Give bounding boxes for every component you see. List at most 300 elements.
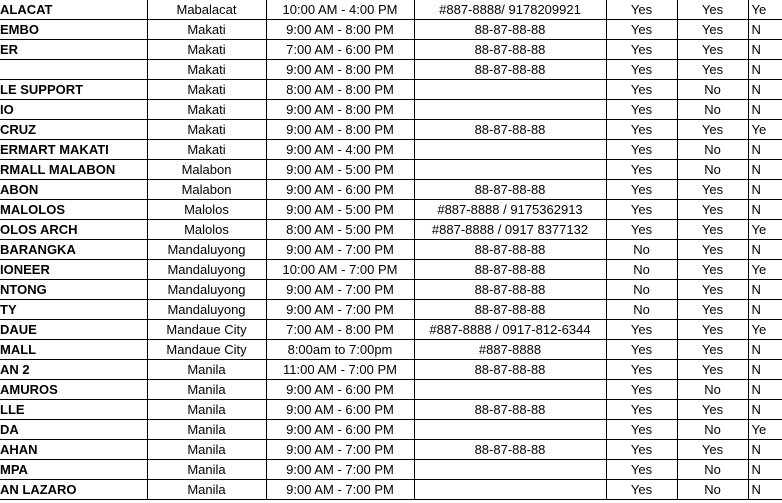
hours-cell-text: 9:00 AM - 8:00 PM bbox=[286, 102, 394, 117]
city-cell[interactable] bbox=[147, 480, 266, 500]
city-cell[interactable] bbox=[147, 200, 266, 220]
flag-2-cell[interactable] bbox=[677, 360, 748, 380]
table-row bbox=[0, 460, 782, 480]
branch-name-cell[interactable] bbox=[0, 440, 147, 460]
flag-1-cell[interactable] bbox=[606, 200, 677, 220]
flag-2-cell[interactable] bbox=[677, 200, 748, 220]
flag-2-cell[interactable] bbox=[677, 40, 748, 60]
table-row bbox=[0, 40, 782, 60]
phone-cell-text: #887-8888 / 0917 8377132 bbox=[431, 222, 589, 237]
flag-1-cell[interactable] bbox=[606, 380, 677, 400]
flag-2-cell[interactable] bbox=[677, 280, 748, 300]
table-row bbox=[0, 360, 782, 380]
flag-2-cell-text: Yes bbox=[701, 442, 724, 457]
branch-name-cell[interactable] bbox=[0, 180, 147, 200]
hours-cell-text: 9:00 AM - 8:00 PM bbox=[286, 62, 394, 77]
phone-cell[interactable] bbox=[414, 380, 606, 400]
branch-name-cell-text: AN LAZARO bbox=[0, 482, 77, 497]
phone-cell[interactable] bbox=[414, 220, 606, 240]
flag-2-cell-text: Yes bbox=[701, 242, 724, 257]
branch-name-cell-text: AMUROS bbox=[0, 382, 58, 397]
flag-1-cell-text: Yes bbox=[630, 42, 653, 57]
flag-1-cell-text: Yes bbox=[630, 222, 653, 237]
flag-3-cell[interactable] bbox=[748, 340, 782, 360]
city-cell-text: Mandaluyong bbox=[167, 302, 246, 317]
phone-cell[interactable] bbox=[414, 360, 606, 380]
table-row bbox=[0, 240, 782, 260]
flag-1-cell-text: No bbox=[633, 282, 650, 297]
city-cell[interactable] bbox=[147, 100, 266, 120]
flag-2-cell-text: Yes bbox=[701, 342, 724, 357]
flag-1-cell-text: No bbox=[633, 302, 650, 317]
hours-cell-text: 9:00 AM - 7:00 PM bbox=[286, 442, 394, 457]
flag-2-cell[interactable] bbox=[677, 240, 748, 260]
table-row bbox=[0, 380, 782, 400]
phone-cell[interactable] bbox=[414, 260, 606, 280]
branch-name-cell[interactable] bbox=[0, 480, 147, 500]
table-row bbox=[0, 0, 782, 20]
flag-1-cell[interactable] bbox=[606, 460, 677, 480]
branch-name-cell[interactable] bbox=[0, 340, 147, 360]
city-cell-text: Malabon bbox=[181, 182, 232, 197]
table-row bbox=[0, 200, 782, 220]
branch-name-cell-text: EMBO bbox=[0, 22, 39, 37]
table-row bbox=[0, 340, 782, 360]
flag-3-cell[interactable] bbox=[748, 440, 782, 460]
flag-2-cell[interactable] bbox=[677, 460, 748, 480]
flag-3-cell-text: N bbox=[751, 202, 761, 217]
hours-cell[interactable] bbox=[266, 180, 414, 200]
flag-2-cell[interactable] bbox=[677, 120, 748, 140]
flag-3-cell[interactable] bbox=[748, 160, 782, 180]
flag-1-cell-text: Yes bbox=[630, 382, 653, 397]
table-row bbox=[0, 120, 782, 140]
flag-3-cell-text: Ye bbox=[751, 422, 767, 437]
flag-2-cell-text: Yes bbox=[701, 262, 724, 277]
hours-cell[interactable] bbox=[266, 100, 414, 120]
hours-cell-text: 8:00 AM - 8:00 PM bbox=[286, 82, 394, 97]
branch-name-cell[interactable] bbox=[0, 100, 147, 120]
flag-1-cell-text: Yes bbox=[630, 402, 653, 417]
phone-cell-text: #887-8888/ 9178209921 bbox=[439, 2, 581, 17]
hours-cell[interactable] bbox=[266, 0, 414, 20]
hours-cell[interactable] bbox=[266, 220, 414, 240]
branch-name-cell[interactable] bbox=[0, 380, 147, 400]
hours-cell[interactable] bbox=[266, 300, 414, 320]
phone-cell[interactable] bbox=[414, 320, 606, 340]
city-cell-text: Manila bbox=[187, 422, 226, 437]
city-cell-text: Mandaluyong bbox=[167, 262, 246, 277]
phone-cell[interactable] bbox=[414, 240, 606, 260]
hours-cell[interactable] bbox=[266, 400, 414, 420]
city-cell-text: Makati bbox=[187, 42, 226, 57]
flag-1-cell[interactable] bbox=[606, 300, 677, 320]
table-row bbox=[0, 280, 782, 300]
flag-3-cell-text: N bbox=[751, 82, 761, 97]
flag-3-cell[interactable] bbox=[748, 280, 782, 300]
phone-cell[interactable] bbox=[414, 80, 606, 100]
flag-3-cell[interactable] bbox=[748, 80, 782, 100]
flag-1-cell[interactable] bbox=[606, 140, 677, 160]
city-cell[interactable] bbox=[147, 260, 266, 280]
hours-cell-text: 10:00 AM - 7:00 PM bbox=[282, 262, 398, 277]
flag-2-cell[interactable] bbox=[677, 160, 748, 180]
phone-cell-text: 88-87-88-88 bbox=[474, 262, 546, 277]
flag-3-cell[interactable] bbox=[748, 40, 782, 60]
flag-2-cell[interactable] bbox=[677, 140, 748, 160]
flag-3-cell[interactable] bbox=[748, 380, 782, 400]
branch-name-cell-text: LLE bbox=[0, 402, 25, 417]
flag-2-cell-text: Yes bbox=[701, 22, 724, 37]
flag-2-cell[interactable] bbox=[677, 220, 748, 240]
city-cell-text: Manila bbox=[187, 402, 226, 417]
flag-3-cell[interactable] bbox=[748, 240, 782, 260]
flag-2-cell-text: Yes bbox=[701, 282, 724, 297]
flag-3-cell[interactable] bbox=[748, 320, 782, 340]
city-cell[interactable] bbox=[147, 240, 266, 260]
flag-2-cell[interactable] bbox=[677, 60, 748, 80]
phone-cell[interactable] bbox=[414, 420, 606, 440]
phone-cell-text: 88-87-88-88 bbox=[474, 302, 546, 317]
flag-2-cell-text: No bbox=[704, 82, 721, 97]
hours-cell-text: 9:00 AM - 6:00 PM bbox=[286, 422, 394, 437]
branch-name-cell[interactable] bbox=[0, 160, 147, 180]
city-cell[interactable] bbox=[147, 340, 266, 360]
city-cell-text: Manila bbox=[187, 482, 226, 497]
hours-cell[interactable] bbox=[266, 480, 414, 500]
branch-name-cell-text: AHAN bbox=[0, 442, 38, 457]
flag-2-cell[interactable] bbox=[677, 180, 748, 200]
flag-3-cell-text: N bbox=[751, 302, 761, 317]
flag-3-cell[interactable] bbox=[748, 220, 782, 240]
hours-cell[interactable] bbox=[266, 280, 414, 300]
flag-1-cell[interactable] bbox=[606, 440, 677, 460]
flag-1-cell-text: Yes bbox=[630, 122, 653, 137]
city-cell[interactable] bbox=[147, 180, 266, 200]
flag-3-cell[interactable] bbox=[748, 400, 782, 420]
flag-2-cell-text: No bbox=[704, 482, 721, 497]
hours-cell[interactable] bbox=[266, 360, 414, 380]
hours-cell-text: 9:00 AM - 7:00 PM bbox=[286, 242, 394, 257]
city-cell-text: Mandaue City bbox=[166, 342, 247, 357]
branch-name-cell-text: TY bbox=[0, 302, 17, 317]
flag-2-cell-text: No bbox=[704, 142, 721, 157]
flag-2-cell-text: Yes bbox=[701, 402, 724, 417]
hours-cell[interactable] bbox=[266, 20, 414, 40]
phone-cell[interactable] bbox=[414, 340, 606, 360]
city-cell-text: Manila bbox=[187, 362, 226, 377]
phone-cell[interactable] bbox=[414, 40, 606, 60]
phone-cell-text: 88-87-88-88 bbox=[474, 182, 546, 197]
flag-3-cell-text: Ye bbox=[751, 262, 767, 277]
phone-cell[interactable] bbox=[414, 280, 606, 300]
hours-cell[interactable] bbox=[266, 60, 414, 80]
flag-3-cell[interactable] bbox=[748, 260, 782, 280]
hours-cell[interactable] bbox=[266, 140, 414, 160]
branch-name-cell[interactable] bbox=[0, 240, 147, 260]
hours-cell[interactable] bbox=[266, 380, 414, 400]
branch-name-cell[interactable] bbox=[0, 20, 147, 40]
branch-name-cell[interactable] bbox=[0, 300, 147, 320]
phone-cell-text: 88-87-88-88 bbox=[474, 402, 546, 417]
city-cell[interactable] bbox=[147, 40, 266, 60]
flag-3-cell[interactable] bbox=[748, 120, 782, 140]
branch-name-cell-text: LE SUPPORT bbox=[0, 82, 84, 97]
hours-cell-text: 8:00am to 7:00pm bbox=[287, 342, 393, 357]
phone-cell[interactable] bbox=[414, 160, 606, 180]
flag-1-cell-text: Yes bbox=[630, 62, 653, 77]
hours-cell-text: 10:00 AM - 4:00 PM bbox=[282, 2, 398, 17]
flag-2-cell[interactable] bbox=[677, 380, 748, 400]
hours-cell[interactable] bbox=[266, 340, 414, 360]
hours-cell-text: 9:00 AM - 6:00 PM bbox=[286, 402, 394, 417]
flag-1-cell-text: Yes bbox=[630, 482, 653, 497]
branch-name-cell[interactable] bbox=[0, 320, 147, 340]
branch-name-cell-text: NTONG bbox=[0, 282, 47, 297]
flag-2-cell-text: Yes bbox=[701, 202, 724, 217]
flag-1-cell-text: No bbox=[633, 262, 650, 277]
hours-cell-text: 9:00 AM - 7:00 PM bbox=[286, 462, 394, 477]
flag-1-cell[interactable] bbox=[606, 320, 677, 340]
city-cell-text: Makati bbox=[187, 82, 226, 97]
flag-1-cell-text: Yes bbox=[630, 182, 653, 197]
flag-1-cell[interactable] bbox=[606, 340, 677, 360]
flag-1-cell[interactable] bbox=[606, 400, 677, 420]
city-cell-text: Mandaluyong bbox=[167, 282, 246, 297]
city-cell-text: Makati bbox=[187, 22, 226, 37]
flag-2-cell-text: Yes bbox=[701, 302, 724, 317]
flag-1-cell[interactable] bbox=[606, 360, 677, 380]
hours-cell-text: 9:00 AM - 4:00 PM bbox=[286, 142, 394, 157]
flag-3-cell[interactable] bbox=[748, 460, 782, 480]
phone-cell-text: #887-8888 / 9175362913 bbox=[437, 202, 583, 217]
flag-1-cell[interactable] bbox=[606, 220, 677, 240]
city-cell-text: Mandaluyong bbox=[167, 242, 246, 257]
branch-name-cell[interactable] bbox=[0, 200, 147, 220]
branch-name-cell-text: IONEER bbox=[0, 262, 50, 277]
branch-name-cell[interactable] bbox=[0, 420, 147, 440]
table-row bbox=[0, 80, 782, 100]
city-cell[interactable] bbox=[147, 60, 266, 80]
flag-2-cell[interactable] bbox=[677, 260, 748, 280]
flag-3-cell-text: N bbox=[751, 242, 761, 257]
city-cell[interactable] bbox=[147, 80, 266, 100]
branch-name-cell[interactable] bbox=[0, 80, 147, 100]
branch-name-cell[interactable] bbox=[0, 60, 147, 80]
city-cell[interactable] bbox=[147, 0, 266, 20]
flag-1-cell[interactable] bbox=[606, 20, 677, 40]
flag-2-cell-text: No bbox=[704, 162, 721, 177]
phone-cell[interactable] bbox=[414, 200, 606, 220]
hours-cell-text: 9:00 AM - 6:00 PM bbox=[286, 182, 394, 197]
phone-cell[interactable] bbox=[414, 180, 606, 200]
branch-name-cell[interactable] bbox=[0, 220, 147, 240]
hours-cell[interactable] bbox=[266, 440, 414, 460]
phone-cell[interactable] bbox=[414, 460, 606, 480]
branch-name-cell[interactable] bbox=[0, 260, 147, 280]
flag-2-cell[interactable] bbox=[677, 0, 748, 20]
city-cell[interactable] bbox=[147, 320, 266, 340]
city-cell[interactable] bbox=[147, 460, 266, 480]
city-cell[interactable] bbox=[147, 380, 266, 400]
phone-cell-text: 88-87-88-88 bbox=[474, 62, 546, 77]
branch-name-cell-text: MPA bbox=[0, 462, 28, 477]
flag-1-cell[interactable] bbox=[606, 480, 677, 500]
flag-2-cell[interactable] bbox=[677, 480, 748, 500]
flag-1-cell[interactable] bbox=[606, 120, 677, 140]
flag-3-cell[interactable] bbox=[748, 480, 782, 500]
branch-name-cell-text: DAUE bbox=[0, 322, 37, 337]
hours-cell[interactable] bbox=[266, 120, 414, 140]
table-row bbox=[0, 300, 782, 320]
city-cell[interactable] bbox=[147, 120, 266, 140]
city-cell[interactable] bbox=[147, 400, 266, 420]
flag-3-cell[interactable] bbox=[748, 300, 782, 320]
city-cell[interactable] bbox=[147, 300, 266, 320]
city-cell[interactable] bbox=[147, 360, 266, 380]
phone-cell[interactable] bbox=[414, 300, 606, 320]
flag-1-cell[interactable] bbox=[606, 60, 677, 80]
flag-1-cell-text: Yes bbox=[630, 2, 653, 17]
hours-cell[interactable] bbox=[266, 320, 414, 340]
hours-cell-text: 7:00 AM - 6:00 PM bbox=[286, 42, 394, 57]
flag-1-cell-text: Yes bbox=[630, 322, 653, 337]
branch-name-cell-text: MALL bbox=[0, 342, 37, 357]
hours-cell[interactable] bbox=[266, 200, 414, 220]
hours-cell[interactable] bbox=[266, 240, 414, 260]
table-row bbox=[0, 480, 782, 500]
city-cell[interactable] bbox=[147, 20, 266, 40]
flag-2-cell[interactable] bbox=[677, 440, 748, 460]
phone-cell[interactable] bbox=[414, 440, 606, 460]
branch-name-cell[interactable] bbox=[0, 460, 147, 480]
table-row bbox=[0, 20, 782, 40]
flag-2-cell[interactable] bbox=[677, 340, 748, 360]
flag-1-cell[interactable] bbox=[606, 180, 677, 200]
flag-2-cell-text: No bbox=[704, 462, 721, 477]
phone-cell[interactable] bbox=[414, 60, 606, 80]
phone-cell[interactable] bbox=[414, 400, 606, 420]
hours-cell[interactable] bbox=[266, 80, 414, 100]
city-cell-text: Manila bbox=[187, 462, 226, 477]
flag-3-cell[interactable] bbox=[748, 200, 782, 220]
branch-name-cell[interactable] bbox=[0, 0, 147, 20]
flag-1-cell[interactable] bbox=[606, 420, 677, 440]
flag-1-cell[interactable] bbox=[606, 40, 677, 60]
hours-cell[interactable] bbox=[266, 160, 414, 180]
flag-3-cell[interactable] bbox=[748, 0, 782, 20]
branch-name-cell[interactable] bbox=[0, 280, 147, 300]
flag-3-cell-text: N bbox=[751, 182, 761, 197]
city-cell[interactable] bbox=[147, 420, 266, 440]
flag-2-cell-text: Yes bbox=[701, 222, 724, 237]
branch-name-cell[interactable] bbox=[0, 360, 147, 380]
hours-cell[interactable] bbox=[266, 260, 414, 280]
phone-cell[interactable] bbox=[414, 480, 606, 500]
flag-3-cell[interactable] bbox=[748, 180, 782, 200]
flag-3-cell[interactable] bbox=[748, 20, 782, 40]
flag-2-cell[interactable] bbox=[677, 80, 748, 100]
flag-3-cell-text: N bbox=[751, 482, 761, 497]
table-row bbox=[0, 320, 782, 340]
flag-1-cell[interactable] bbox=[606, 100, 677, 120]
flag-1-cell-text: Yes bbox=[630, 102, 653, 117]
city-cell-text: Makati bbox=[187, 122, 226, 137]
flag-3-cell-text: N bbox=[751, 382, 761, 397]
flag-2-cell[interactable] bbox=[677, 400, 748, 420]
city-cell-text: Mandaue City bbox=[166, 322, 247, 337]
hours-cell[interactable] bbox=[266, 460, 414, 480]
branch-name-cell[interactable] bbox=[0, 140, 147, 160]
flag-3-cell-text: N bbox=[751, 142, 761, 157]
branch-name-cell[interactable] bbox=[0, 400, 147, 420]
flag-2-cell-text: Yes bbox=[701, 182, 724, 197]
hours-cell-text: 9:00 AM - 8:00 PM bbox=[286, 22, 394, 37]
hours-cell[interactable] bbox=[266, 40, 414, 60]
city-cell[interactable] bbox=[147, 160, 266, 180]
city-cell-text: Mabalacat bbox=[176, 2, 237, 17]
table-row bbox=[0, 260, 782, 280]
city-cell[interactable] bbox=[147, 140, 266, 160]
phone-cell-text: 88-87-88-88 bbox=[474, 442, 546, 457]
table-row bbox=[0, 440, 782, 460]
flag-2-cell-text: No bbox=[704, 422, 721, 437]
flag-1-cell[interactable] bbox=[606, 160, 677, 180]
city-cell-text: Malolos bbox=[184, 202, 229, 217]
flag-1-cell-text: Yes bbox=[630, 422, 653, 437]
phone-cell[interactable] bbox=[414, 100, 606, 120]
flag-3-cell-text: N bbox=[751, 342, 761, 357]
branch-name-cell[interactable] bbox=[0, 40, 147, 60]
phone-cell[interactable] bbox=[414, 120, 606, 140]
flag-3-cell[interactable] bbox=[748, 100, 782, 120]
branch-name-cell-text: ALACAT bbox=[0, 2, 53, 17]
phone-cell[interactable] bbox=[414, 20, 606, 40]
flag-2-cell[interactable] bbox=[677, 20, 748, 40]
flag-1-cell[interactable] bbox=[606, 80, 677, 100]
city-cell[interactable] bbox=[147, 220, 266, 240]
city-cell[interactable] bbox=[147, 280, 266, 300]
flag-3-cell[interactable] bbox=[748, 360, 782, 380]
hours-cell-text: 9:00 AM - 7:00 PM bbox=[286, 482, 394, 497]
flag-1-cell[interactable] bbox=[606, 260, 677, 280]
phone-cell-text: #887-8888 bbox=[478, 342, 542, 357]
phone-cell[interactable] bbox=[414, 140, 606, 160]
branch-name-cell-text: IO bbox=[0, 102, 14, 117]
flag-2-cell[interactable] bbox=[677, 320, 748, 340]
flag-3-cell[interactable] bbox=[748, 140, 782, 160]
branch-name-cell-text: ABON bbox=[0, 182, 39, 197]
flag-1-cell-text: Yes bbox=[630, 202, 653, 217]
flag-2-cell-text: Yes bbox=[701, 362, 724, 377]
flag-3-cell[interactable] bbox=[748, 420, 782, 440]
table-row bbox=[0, 180, 782, 200]
flag-1-cell[interactable] bbox=[606, 280, 677, 300]
flag-2-cell[interactable] bbox=[677, 300, 748, 320]
flag-1-cell[interactable] bbox=[606, 240, 677, 260]
flag-1-cell-text: Yes bbox=[630, 442, 653, 457]
hours-cell-text: 9:00 AM - 8:00 PM bbox=[286, 122, 394, 137]
city-cell[interactable] bbox=[147, 440, 266, 460]
branch-name-cell[interactable] bbox=[0, 120, 147, 140]
flag-3-cell-text: N bbox=[751, 402, 761, 417]
flag-2-cell[interactable] bbox=[677, 420, 748, 440]
flag-1-cell[interactable] bbox=[606, 0, 677, 20]
flag-2-cell[interactable] bbox=[677, 100, 748, 120]
hours-cell[interactable] bbox=[266, 420, 414, 440]
phone-cell[interactable] bbox=[414, 0, 606, 20]
flag-3-cell[interactable] bbox=[748, 60, 782, 80]
